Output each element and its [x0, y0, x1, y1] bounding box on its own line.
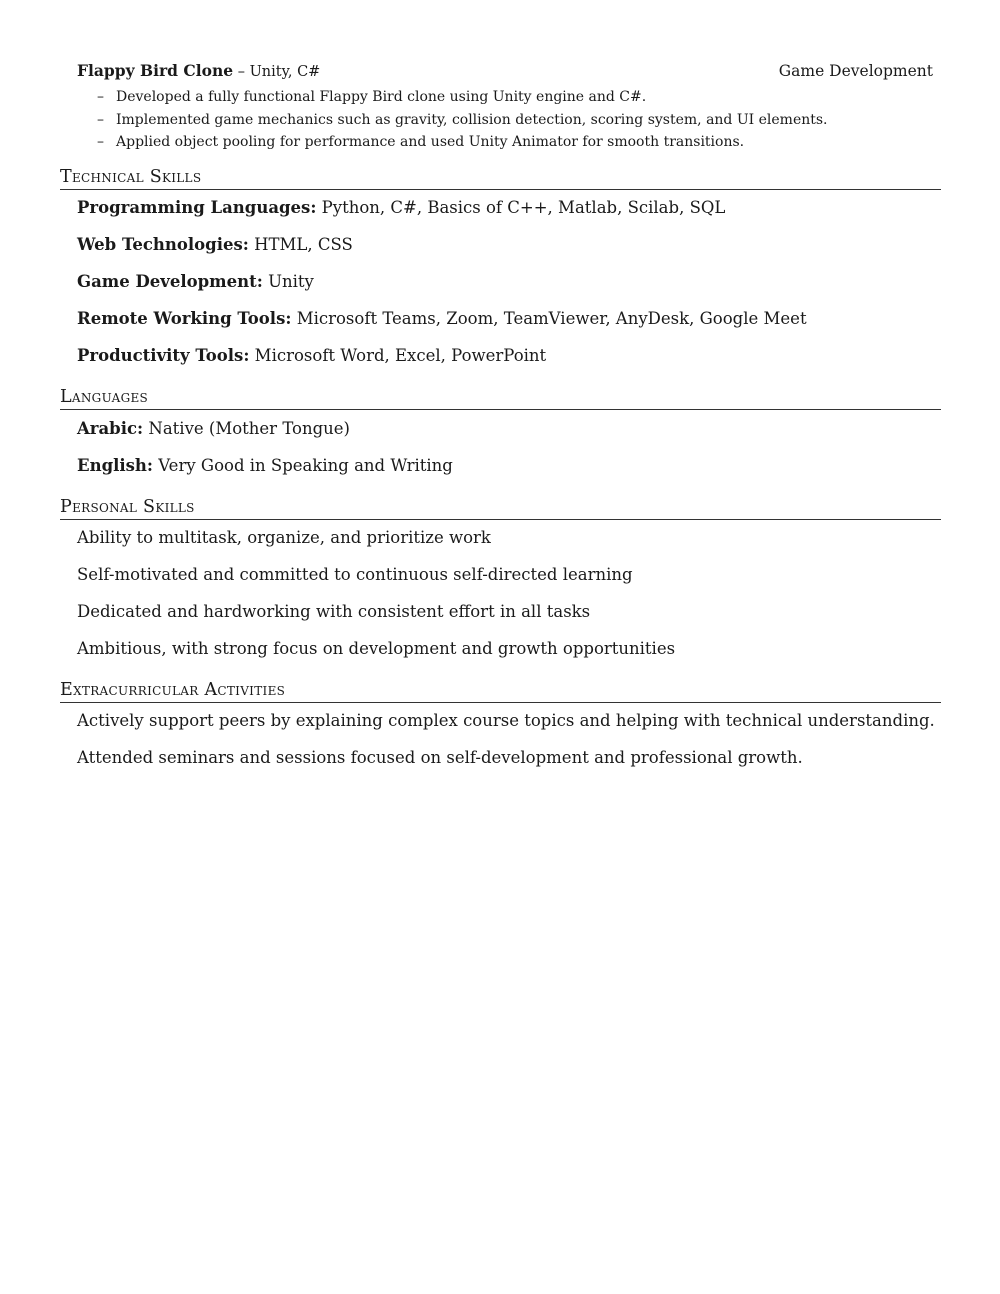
skill-item: Web Technologies: HTML, CSS — [77, 235, 353, 254]
skill-item: Productivity Tools: Microsoft Word, Excel, PowerPoint — [77, 346, 547, 365]
section-heading-languages: Languages — [60, 386, 941, 410]
personal-skill-item: Dedicated and hardworking with consistent effort in all tasks — [77, 602, 591, 621]
personal-skill-item: Self-motivated and committed to continuous self-directed learning — [77, 565, 633, 584]
section-heading-extracurricular: Extracurricular Activities — [60, 679, 941, 703]
activity-item: Actively support peers by explaining complex course topics and helping with technical understanding. — [77, 711, 935, 730]
project-header — [77, 61, 933, 82]
language-item: English: Very Good in Speaking and Writing — [77, 456, 453, 475]
skill-item: Remote Working Tools: Microsoft Teams, Zoom, TeamViewer, AnyDesk, Google Meet — [77, 309, 807, 328]
personal-skill-item: Ability to multitask, organize, and prioritize work — [77, 528, 491, 547]
language-item: Arabic: Native (Mother Tongue) — [77, 419, 350, 438]
project-tech: – Unity, C# — [233, 64, 321, 80]
section-heading-technical-skills: Technical Skills — [60, 166, 941, 190]
skill-item: Programming Languages: Python, C#, Basics of C++, Matlab, Scilab, SQL — [77, 198, 726, 217]
activity-item: Attended seminars and sessions focused on self-development and professional growth. — [77, 748, 803, 767]
project-title: Flappy Bird Clone — [77, 61, 234, 80]
section-heading-personal-skills: Personal Skills — [60, 496, 941, 520]
personal-skill-item: Ambitious, with strong focus on development and growth opportunities — [77, 639, 676, 658]
project-bullet: – Applied object pooling for performance and used Unity Animator for smooth transitions. — [97, 134, 745, 150]
skill-item: Game Development: Unity — [77, 272, 314, 291]
project-bullet: – Implemented game mechanics such as gravity, collision detection, scoring system, and UI elements. — [97, 111, 828, 128]
project-category: Game Development — [778, 62, 933, 80]
project-bullets — [97, 86, 957, 154]
project-bullet: – Developed a fully functional Flappy Bird clone using Unity engine and C#. — [97, 89, 647, 105]
